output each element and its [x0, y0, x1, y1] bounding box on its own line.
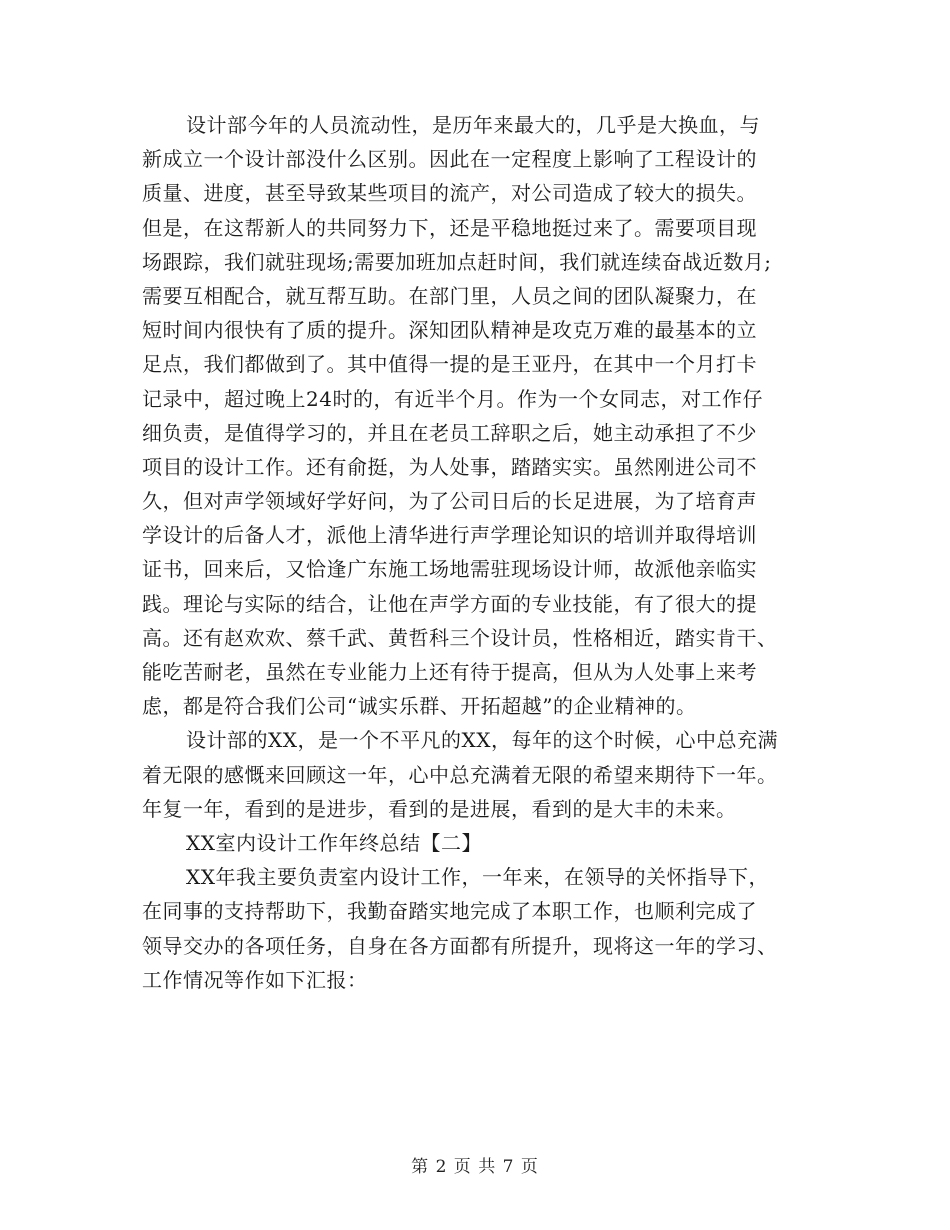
page-number-footer: 第 2 页 共 7 页: [411, 1157, 539, 1177]
text-line: 短时间内很快有了质的提升。深知团队精神是攻克万难的最基本的立: [142, 318, 757, 343]
text-line: 虑，都是符合我们公司“诚实乐群、开拓超越”的企业精神的。: [142, 694, 697, 719]
text-line: 高。还有赵欢欢、蔡千武、黄哲科三个设计员，性格相近，踏实肯干、: [142, 625, 778, 650]
text-line: 项目的设计工作。还有俞挺，为人处事，踏踏实实。虽然刚进公司不: [142, 454, 757, 479]
text-line: 证书，回来后，又恰逢广东施工场地需驻现场设计师，故派他亲临实: [142, 557, 757, 582]
body-text: [142, 108, 822, 997]
text-line: 场跟踪，我们就驻现场;需要加班加点赶时间，我们就连续奋战近数月;: [142, 249, 772, 274]
text-line: 领导交办的各项任务，自身在各方面都有所提升，现将这一年的学习、: [142, 933, 778, 958]
text-line: 能吃苦耐老，虽然在专业能力上还有待于提高，但从为人处事上来考: [142, 660, 757, 684]
text-line: 年复一年，看到的是进步，看到的是进展，看到的是大丰的未来。: [142, 796, 737, 821]
text-line: 需要互相配合，就互帮互助。在部门里，人员之间的团队凝聚力，在: [142, 283, 757, 308]
text-line: 践。理论与实际的结合，让他在声学方面的专业技能，有了很大的提: [142, 591, 757, 616]
text-line: 着无限的感慨来回顾这一年，心中总充满着无限的希望来期待下一年。: [142, 762, 778, 787]
section-heading: XX室内设计工作年终总结【二】: [186, 830, 482, 855]
text-line: 记录中，超过晚上24时的，有近半个月。作为一个女同志，对工作仔: [142, 386, 763, 411]
text-line: 在同事的支持帮助下，我勤奋踏实地完成了本职工作，也顺利完成了: [142, 899, 757, 924]
text-line: 学设计的后备人才，派他上清华进行声学理论知识的培训并取得培训: [142, 523, 757, 548]
text-line: 足点，我们都做到了。其中值得一提的是王亚丹，在其中一个月打卡: [142, 352, 757, 377]
text-line: 久，但对声学领域好学好问，为了公司日后的长足进展，为了培育声: [142, 489, 757, 514]
text-line: XX年我主要负责室内设计工作，一年来，在领导的关怀指导下，: [186, 865, 769, 890]
text-line: 设计部的XX，是一个不平凡的XX，每年的这个时候，心中总充满: [186, 728, 778, 753]
text-line: 但是，在这帮新人的共同努力下，还是平稳地挺过来了。需要项目现: [142, 215, 757, 240]
text-line: 细负责，是值得学习的，并且在老员工辞职之后，她主动承担了不少: [142, 420, 757, 445]
text-line: 新成立一个设计部没什么区别。因此在一定程度上影响了工程设计的: [142, 147, 757, 172]
text-line: 设计部今年的人员流动性，是历年来最大的，几乎是大换血，与: [186, 113, 760, 137]
text-line: 工作情况等作如下汇报：: [142, 967, 368, 992]
text-line: 质量、进度，甚至导致某些项目的流产，对公司造成了较大的损失。: [142, 181, 757, 206]
